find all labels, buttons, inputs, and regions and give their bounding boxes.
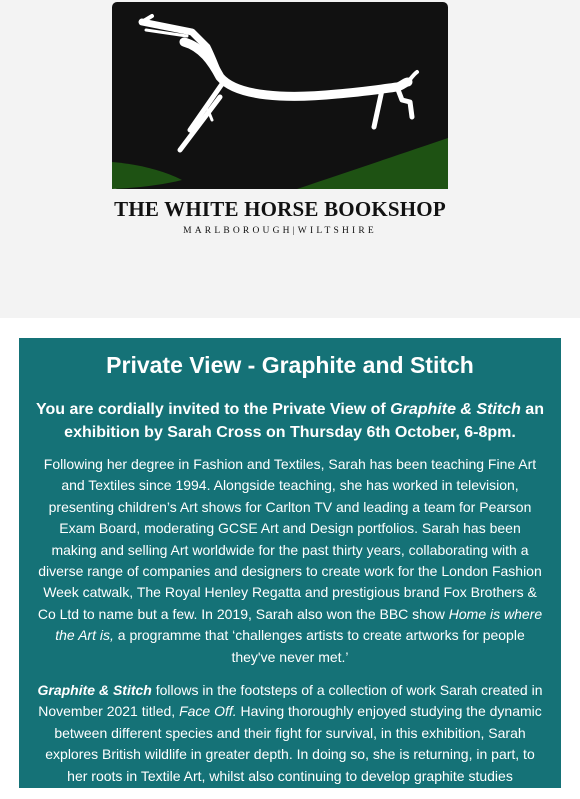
invite-prefix: You are cordially invited to the Private View of	[36, 401, 391, 418]
para2-lead: Graphite & Stitch	[37, 682, 152, 699]
white-horse-logo	[112, 2, 449, 190]
para1-text: Following her degree in Fashion and Textiles, Sarah has been teaching Fine Art and Textiles since 1994. Alongside teaching, she has worked in television, presenting children’s Art shows for Carlton TV and leading a team for Pearson Exam Board, moderating GCSE Art and Design portfolios. Sarah has been making and selling Art worldwide for the past thirty years, collaborating with a diverse range of companies and designers to create work for the London Fashion Week catwalk, The Royal Henley Regatta and prestigious brand Fox Brothers & Co Ltd to name but a few. In 2019, Sarah also won the BBC show	[37, 456, 542, 622]
paragraph-biography	[37, 454, 543, 668]
para1-end: a programme that ‘challenges artists to create artworks for people they've never met.’	[113, 627, 525, 665]
para2-end: Having thoroughly enjoyed studying the dynamic between different species and their fight for survival, in this exhibition, Sarah explores British wildlife in greater depth. In doing so, she is returning, in part, to her roots in Textile Art, whilst also continuing to develop graphite studies	[45, 703, 542, 784]
para2-collection-name: Face Off.	[179, 703, 237, 720]
header	[0, 0, 580, 318]
event-description	[37, 454, 543, 799]
brand-subtitle: MARLBOROUGH|WILTSHIRE	[183, 226, 377, 236]
event-card	[19, 338, 561, 788]
invite-text	[33, 398, 547, 444]
invite-exhibition-name: Graphite & Stitch	[390, 401, 521, 418]
paragraph-exhibition	[37, 680, 543, 787]
invite-suffix: an exhibition by Sarah Cross on Thursday 6th October, 6-8pm.	[64, 401, 544, 441]
para2-text: follows in the footsteps of a collection of work Sarah created in November 2021 titled,	[38, 682, 543, 720]
para1-show-name: Home is where the Art is,	[55, 605, 543, 644]
brand-name: THE WHITE HORSE BOOKSHOP	[114, 197, 446, 221]
event-title: Private View - Graphite and Stitch	[106, 352, 474, 378]
